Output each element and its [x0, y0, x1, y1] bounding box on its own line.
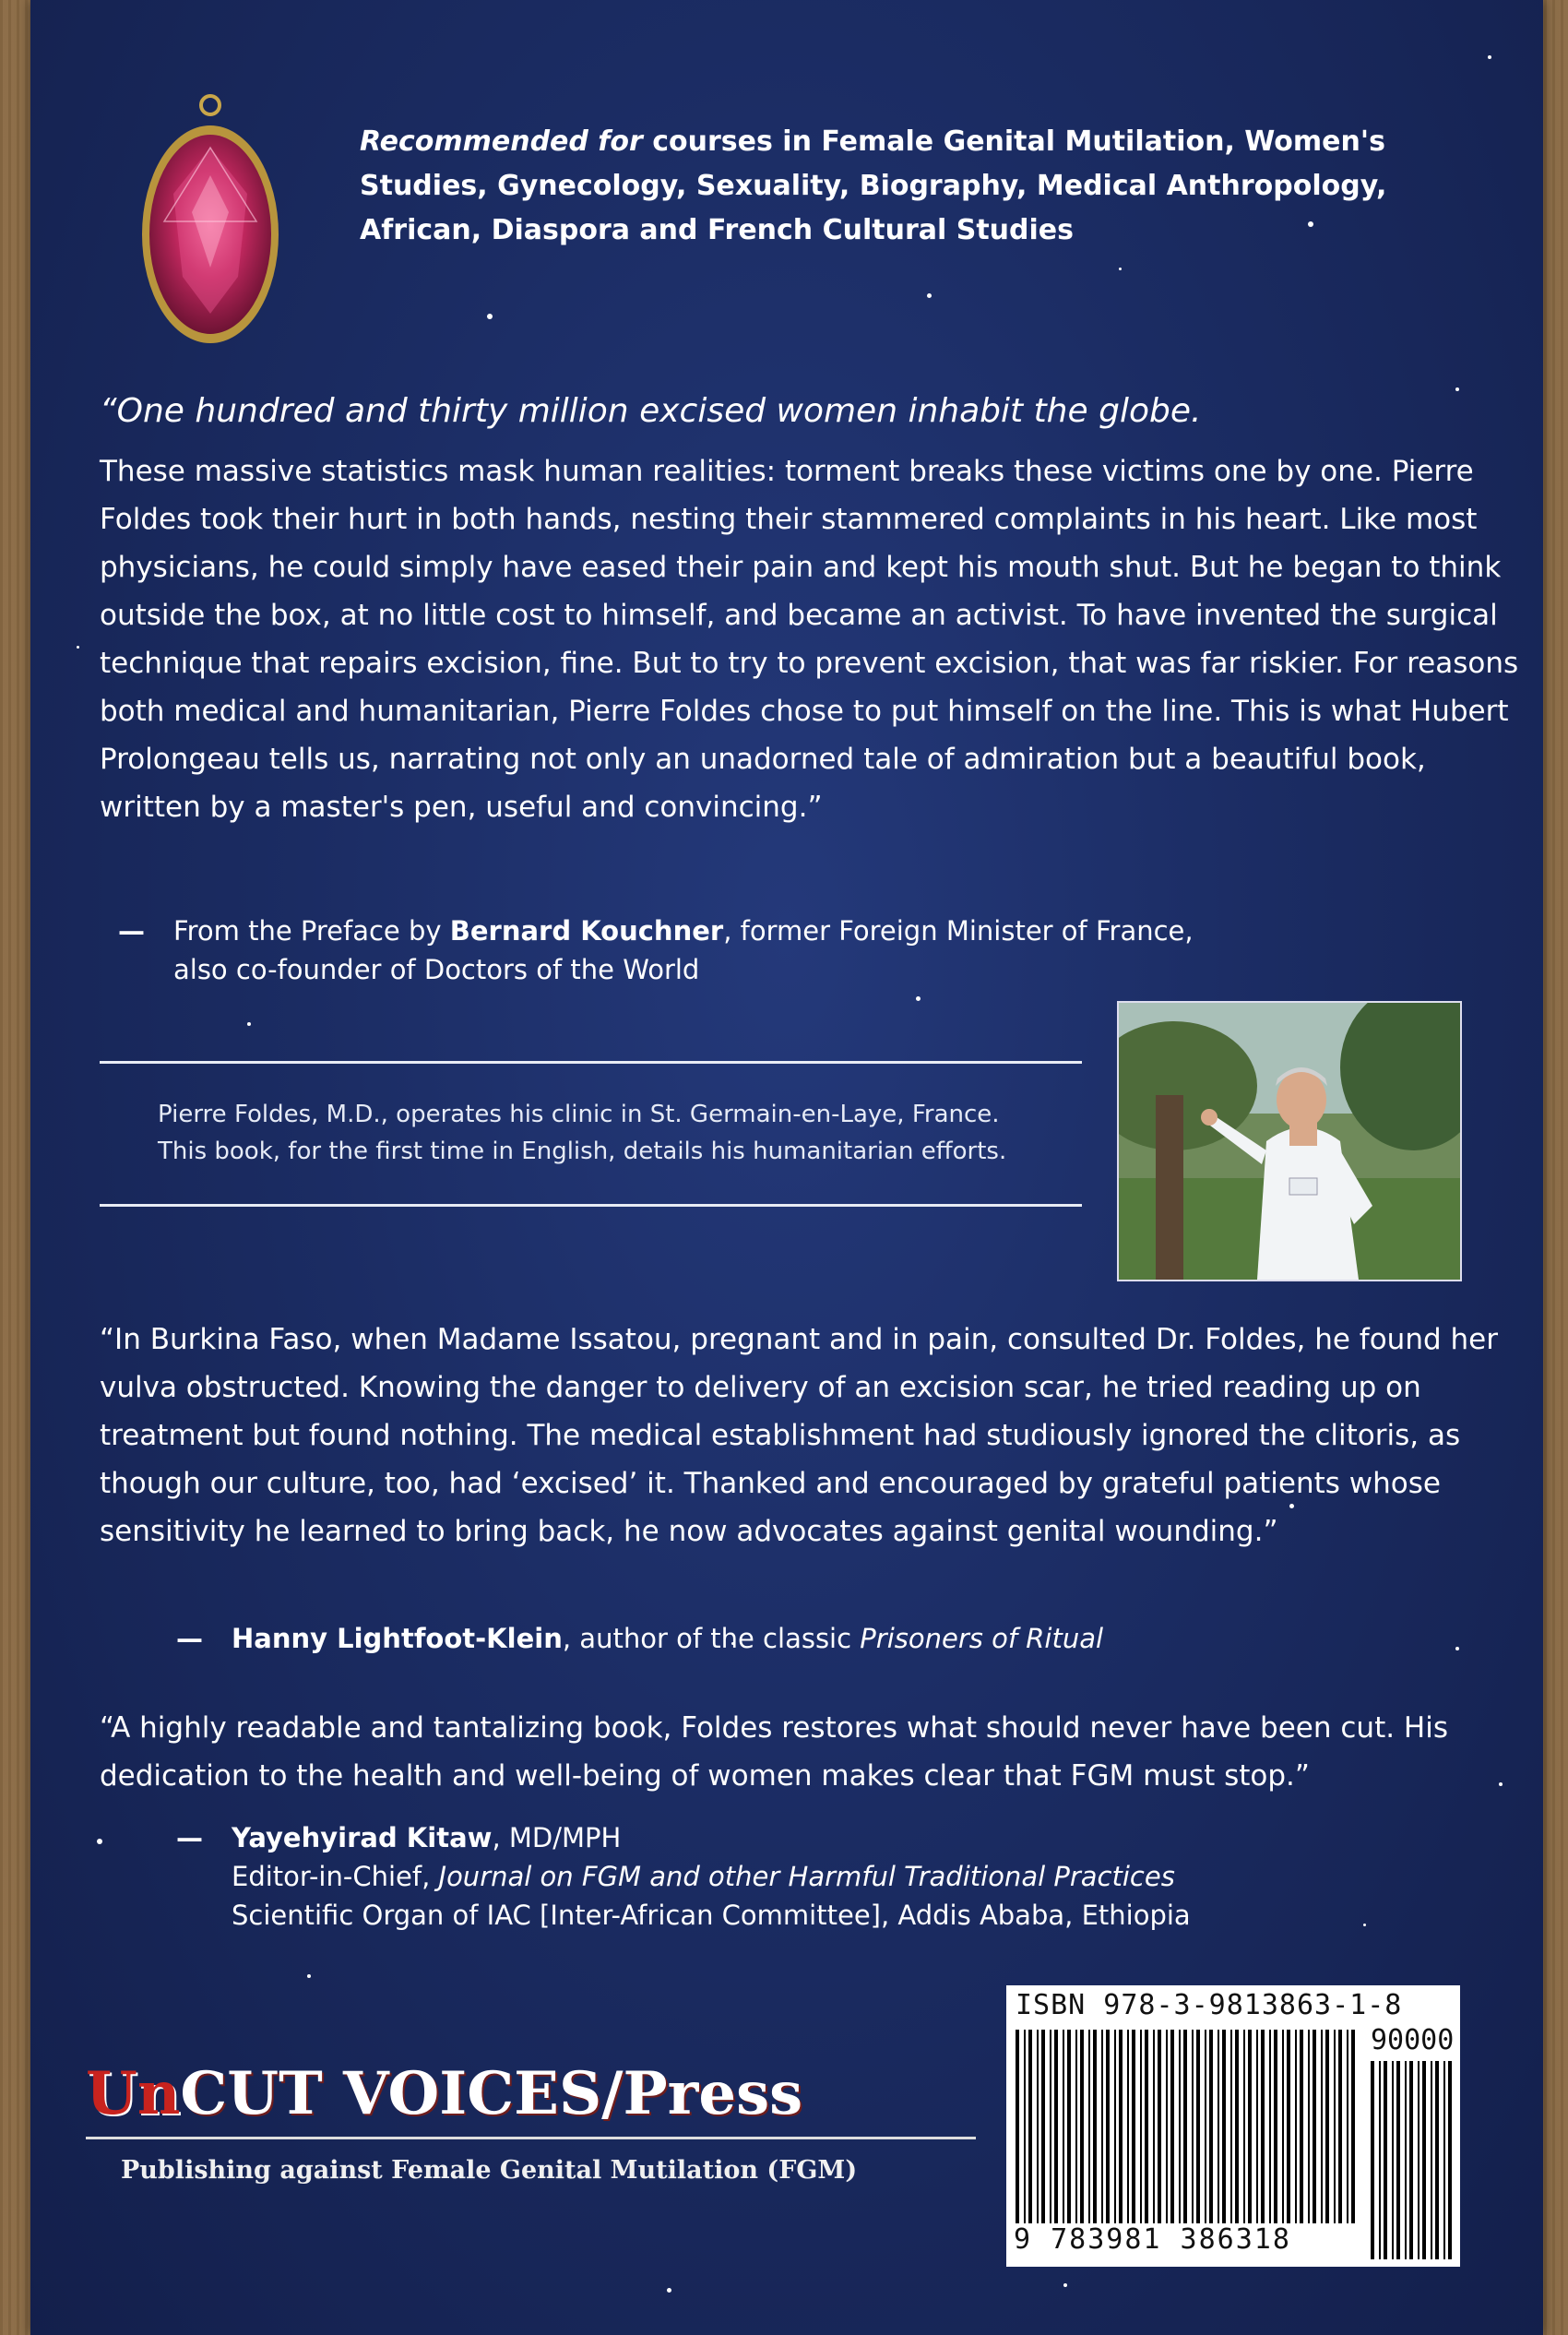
quote1-headline: “One hundred and thirty million excised women inhabit the globe. — [100, 392, 1202, 430]
publisher-tagline: Publishing against Female Genital Mutilation (FGM) — [121, 2156, 858, 2185]
publisher-name: CUT VOICES/Press — [180, 2059, 803, 2128]
star — [927, 293, 932, 298]
star — [97, 1839, 102, 1844]
attribution-name: Yayehyirad Kitaw — [232, 1822, 493, 1853]
isbn-barcode — [1006, 1985, 1460, 2267]
author-bio — [158, 1096, 1080, 1170]
star — [307, 1974, 311, 1978]
star — [916, 996, 921, 1001]
attribution-line2: also co-founder of Doctors of the World — [173, 954, 700, 985]
attribution-prefix: From the Preface by — [173, 915, 442, 947]
quote2-attribution — [176, 1619, 1431, 1658]
attribution-title: Prisoners of Ritual — [860, 1623, 1104, 1654]
author-photo — [1117, 1001, 1462, 1281]
addon-barcode-bars — [1371, 2061, 1454, 2259]
em-dash: — — [176, 1822, 203, 1853]
star — [487, 314, 493, 319]
attribution-mid: , author of the classic — [562, 1623, 861, 1654]
book-back-cover — [30, 0, 1543, 2335]
star — [1488, 55, 1491, 59]
attribution-suffix: , former Foreign Minister of France, — [723, 915, 1194, 947]
publisher-logo — [86, 2059, 803, 2128]
recommended-lead: Recommended for — [360, 125, 643, 158]
bio-line1: Pierre Foldes, M.D., operates his clinic in St. Germain-en-Laye, France. — [158, 1101, 1000, 1128]
gem-pendant-image — [137, 92, 284, 351]
recommended-courses: courses in Female Genital Mutilation, Women's Studies, Gynecology, Sexuality, Biography, Medical Anthropology, African, Diaspora and French Cultural Studies — [360, 125, 1387, 246]
quote1-body: These massive statistics mask human realities: torment breaks these victims one by one. Pierre Foldes took their hurt in both hands, nesting their stammered complaints in his heart. Like most physicians, he could simply have eased their pain and kept his mouth shut. But he began to think outside the box, at no little cost to himself, and became an activist. To have invented the surgical technique that repairs excision, fine. But to try to prevent excision, that was far riskier. For reasons both medical and humanitarian, Pierre Foldes chose to put himself on the line. This is what Hubert Prolongeau tells us, narrating not only an unadorned tale of admiration but a beautiful book, written by a master's pen, useful and convincing.” — [100, 455, 1519, 824]
price-code: 90000 — [1371, 2024, 1455, 2056]
ean-number: 9 783981 386318 — [1014, 2223, 1291, 2256]
recommended-for-text — [360, 120, 1503, 253]
publisher-underline — [86, 2137, 976, 2139]
journal-title: Journal on FGM and other Harmful Traditional Practices — [438, 1861, 1175, 1892]
star — [667, 2288, 671, 2293]
quote1-attribution — [118, 911, 1372, 989]
quote2-body: “In Burkina Faso, when Madame Issatou, pregnant and in pain, consulted Dr. Foldes, he found her vulva obstructed. Knowing the danger to delivery of an excision scar, he tried reading up on treatment but found nothing. The medical establishment had studiously ignored the clitoris, as though our culture, too, had ‘excised’ it. Thanked and encouraged by grateful patients whose sensitivity he learned to bring back, he now advocates against genital wounding.” — [100, 1323, 1498, 1548]
em-dash: — — [118, 915, 145, 947]
star — [1455, 387, 1459, 391]
bio-line2: This book, for the first time in English, details his humanitarian efforts. — [158, 1138, 1007, 1165]
star — [1119, 268, 1122, 270]
divider-bottom — [100, 1204, 1082, 1207]
barcode-bars — [1016, 2030, 1357, 2223]
attribution-org: Scientific Organ of IAC [Inter-African Committee], Addis Ababa, Ethiopia — [232, 1900, 1191, 1931]
star — [1063, 2283, 1067, 2287]
divider-top — [100, 1061, 1082, 1064]
quote3-attribution — [176, 1818, 1431, 1935]
star — [247, 1022, 251, 1026]
attribution-role: Editor-in-Chief, — [232, 1861, 439, 1892]
em-dash: — — [176, 1623, 203, 1654]
publisher-un: Un — [86, 2059, 181, 2128]
attribution-name: Hanny Lightfoot-Klein — [232, 1623, 563, 1654]
attribution-name: Bernard Kouchner — [449, 915, 724, 947]
star — [1455, 1647, 1459, 1650]
star — [77, 646, 79, 649]
isbn-number: ISBN 978-3-9813863-1-8 — [1016, 1989, 1403, 2021]
attribution-degree: , MD/MPH — [492, 1822, 622, 1853]
quote3-body: “A highly readable and tantalizing book, Foldes restores what should never have been cut. His dedication to the health and well-being of women makes clear that FGM must stop.” — [100, 1711, 1449, 1793]
